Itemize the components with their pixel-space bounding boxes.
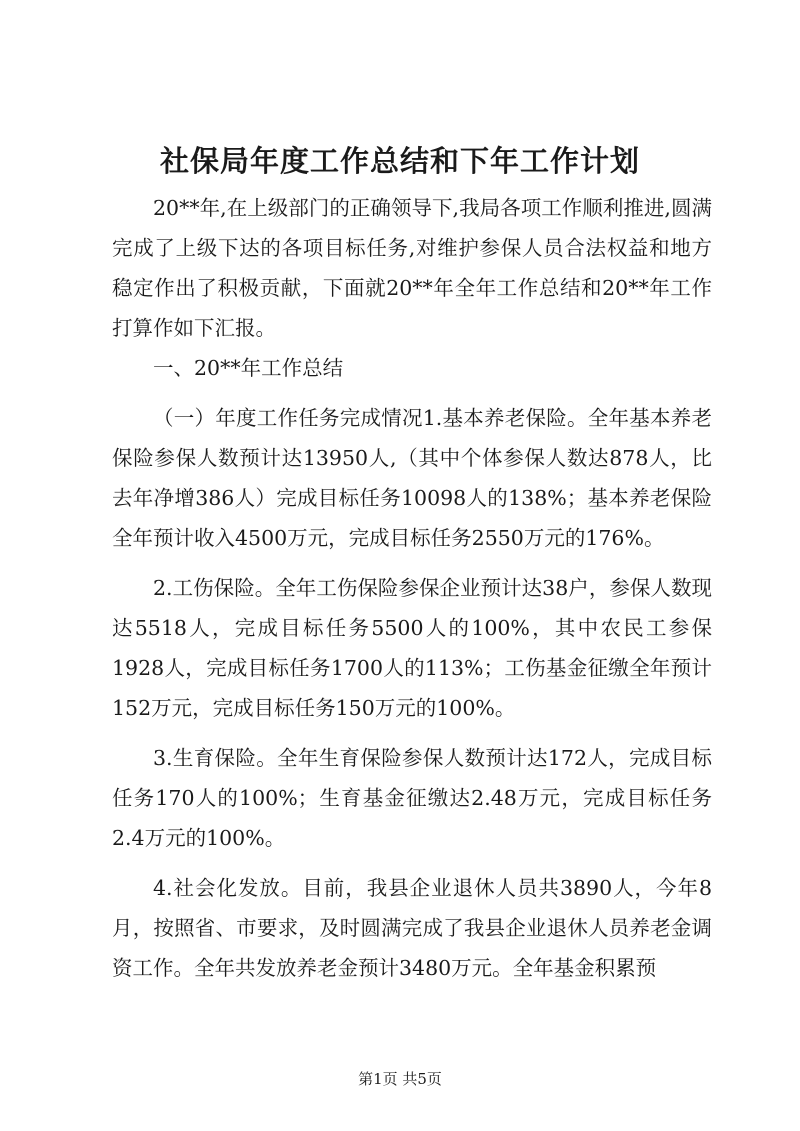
- paragraph-maternity-insurance: 3.生育保险。全年生育保险参保人数预计达172人，完成目标任务170人的100%；生育基金征缴达2.48万元，完成目标任务2.4万元的100%。: [112, 746, 712, 850]
- section-heading: 一、20**年工作总结: [153, 356, 344, 380]
- document-title: 社保局年度工作总结和下年工作计划: [159, 144, 640, 178]
- page-number-footer: 第1页 共5页: [358, 1070, 442, 1088]
- paragraph-social-distribution: 4.社会化发放。目前，我县企业退休人员共3890人，今年8月，按照省、市要求，及时圆满完成了我县企业退休人员养老金调资工作。全年共发放养老金预计3480万元。全年基金积累预: [112, 876, 712, 980]
- paragraph-pension-insurance: （一）年度工作任务完成情况1.基本养老保险。全年基本养老保险参保人数预计达13950人,（其中个体参保人数达878人，比去年净增386人）完成目标任务10098人的138%；基本养老保险全年预计收入4500万元，完成目标任务2550万元的176%。: [112, 406, 712, 550]
- paragraph-injury-insurance: 2.工伤保险。全年工伤保险参保企业预计达38户，参保人数现达5518人，完成目标任务5500人的100%，其中农民工参保1928人，完成目标任务1700人的113%；工伤基金征缴全年预计152万元，完成目标任务150万元的100%。: [112, 576, 712, 720]
- paragraph-intro: 20**年,在上级部门的正确领导下,我局各项工作顺利推进,圆满完成了上级下达的各项目标任务,对维护参保人员合法权益和地方稳定作出了积极贡献，下面就20**年全年工作总结和20**年工作打算作如下汇报。: [112, 196, 712, 340]
- document-body: [112, 188, 712, 988]
